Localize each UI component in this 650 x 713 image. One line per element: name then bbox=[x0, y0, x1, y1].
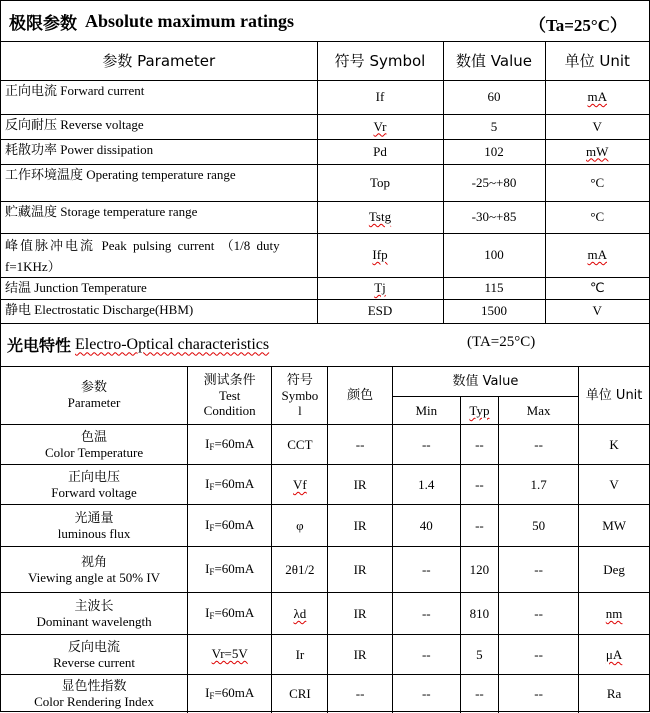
absolute-ratings-table bbox=[1, 42, 649, 324]
absolute-ratings-header-row bbox=[1, 42, 649, 80]
header-color: 颜色 bbox=[328, 367, 392, 425]
absolute-ratings-title-en: Absolute maximum ratings bbox=[85, 10, 295, 31]
header-min: Min bbox=[392, 397, 460, 425]
param-symbol: Tj bbox=[317, 277, 443, 299]
param-name: 正向电压 Forward voltage bbox=[1, 465, 188, 505]
param-unit: V bbox=[579, 465, 649, 505]
param-unit: Deg bbox=[579, 547, 649, 593]
table-row bbox=[1, 114, 649, 139]
param-unit: mA bbox=[545, 233, 649, 277]
param-min: -- bbox=[392, 547, 460, 593]
param-symbol: 2θ1/2 bbox=[272, 547, 328, 593]
param-name: 正向电流 Forward current bbox=[1, 80, 317, 114]
table-row bbox=[1, 299, 649, 323]
param-typ: 120 bbox=[460, 547, 498, 593]
header-value: 数值 Value bbox=[443, 42, 545, 80]
param-typ: -- bbox=[460, 675, 498, 713]
param-min: -- bbox=[392, 593, 460, 635]
param-color: IR bbox=[328, 593, 392, 635]
param-symbol: φ bbox=[272, 505, 328, 547]
electro-optical-condition: (TA=25°C) bbox=[467, 333, 536, 350]
param-condition: IF=60mA bbox=[188, 547, 272, 593]
param-symbol: Ir bbox=[272, 635, 328, 675]
param-min: 1.4 bbox=[392, 465, 460, 505]
param-typ: 810 bbox=[460, 593, 498, 635]
param-unit: V bbox=[545, 114, 649, 139]
header-test-condition: 测试条件 Test Condition bbox=[188, 367, 272, 425]
param-name: 结温 Junction Temperature bbox=[1, 277, 317, 299]
param-condition: Vr=5V bbox=[188, 635, 272, 675]
param-symbol: ESD bbox=[317, 299, 443, 323]
param-min: -- bbox=[392, 635, 460, 675]
table-row bbox=[1, 425, 649, 465]
param-typ: 5 bbox=[460, 635, 498, 675]
table-row bbox=[1, 505, 649, 547]
table-row bbox=[1, 164, 649, 201]
table-row bbox=[1, 465, 649, 505]
param-condition: IF=60mA bbox=[188, 465, 272, 505]
table-row bbox=[1, 201, 649, 233]
param-symbol: Top bbox=[317, 164, 443, 201]
table-row bbox=[1, 277, 649, 299]
param-symbol: If bbox=[317, 80, 443, 114]
param-unit: K bbox=[579, 425, 649, 465]
param-name: 显色性指数 Color Rendering Index bbox=[1, 675, 188, 713]
table-row bbox=[1, 139, 649, 164]
param-value: 5 bbox=[443, 114, 545, 139]
param-condition: IF=60mA bbox=[188, 675, 272, 713]
param-color: IR bbox=[328, 547, 392, 593]
param-unit: mW bbox=[545, 139, 649, 164]
param-typ: -- bbox=[460, 465, 498, 505]
electro-optical-title-bar bbox=[1, 324, 649, 367]
param-max: -- bbox=[498, 425, 578, 465]
param-min: -- bbox=[392, 425, 460, 465]
param-unit: nm bbox=[579, 593, 649, 635]
param-name: 视角 Viewing angle at 50% IV bbox=[1, 547, 188, 593]
param-name: 静电 Electrostatic Discharge(HBM) bbox=[1, 299, 317, 323]
param-color: IR bbox=[328, 465, 392, 505]
param-value: 115 bbox=[443, 277, 545, 299]
param-color: IR bbox=[328, 635, 392, 675]
param-max: -- bbox=[498, 547, 578, 593]
param-name: 光通量 luminous flux bbox=[1, 505, 188, 547]
param-symbol: λd bbox=[272, 593, 328, 635]
param-condition: IF=60mA bbox=[188, 505, 272, 547]
param-name: 色温 Color Temperature bbox=[1, 425, 188, 465]
param-name: 贮藏温度 Storage temperature range bbox=[1, 201, 317, 233]
header-unit: 单位 Unit bbox=[579, 367, 649, 425]
absolute-ratings-title-cn: 极限参数 bbox=[9, 13, 77, 34]
param-name: 反向电流 Reverse current bbox=[1, 635, 188, 675]
param-max: -- bbox=[498, 675, 578, 713]
param-condition: IF=60mA bbox=[188, 593, 272, 635]
table-row bbox=[1, 593, 649, 635]
electro-optical-title-cn: 光电特性 bbox=[7, 336, 72, 355]
param-unit: mA bbox=[545, 80, 649, 114]
param-name: 峰值脉冲电流 Peak pulsing current （1/8 duty f=1KHz） bbox=[1, 233, 317, 277]
param-unit: μA bbox=[579, 635, 649, 675]
param-value: 60 bbox=[443, 80, 545, 114]
param-color: IR bbox=[328, 505, 392, 547]
param-symbol: Pd bbox=[317, 139, 443, 164]
table-row bbox=[1, 635, 649, 675]
header-value: 数值 Value bbox=[392, 367, 579, 397]
param-unit: ℃ bbox=[545, 277, 649, 299]
absolute-ratings-title-bar bbox=[1, 1, 649, 42]
param-value: 102 bbox=[443, 139, 545, 164]
header-parameter: 参数 Parameter bbox=[1, 42, 317, 80]
param-unit: MW bbox=[579, 505, 649, 547]
param-max: -- bbox=[498, 593, 578, 635]
header-parameter: 参数 Parameter bbox=[1, 367, 188, 425]
param-min: 40 bbox=[392, 505, 460, 547]
param-unit: °C bbox=[545, 164, 649, 201]
absolute-ratings-condition: （Ta=25°C） bbox=[528, 16, 627, 35]
param-name: 主波长 Dominant wavelength bbox=[1, 593, 188, 635]
param-max: 1.7 bbox=[498, 465, 578, 505]
param-value: -30~+85 bbox=[443, 201, 545, 233]
param-name: 反向耐压 Reverse voltage bbox=[1, 114, 317, 139]
param-symbol: Tstg bbox=[317, 201, 443, 233]
param-unit: Ra bbox=[579, 675, 649, 713]
param-max: -- bbox=[498, 635, 578, 675]
param-symbol: CRI bbox=[272, 675, 328, 713]
header-typ: Typ bbox=[460, 397, 498, 425]
param-typ: -- bbox=[460, 505, 498, 547]
param-color: -- bbox=[328, 425, 392, 465]
param-unit: V bbox=[545, 299, 649, 323]
param-unit: °C bbox=[545, 201, 649, 233]
param-name: 耗散功率 Power dissipation bbox=[1, 139, 317, 164]
electro-optical-header-row bbox=[1, 367, 649, 397]
header-symbol: 符号 Symbo l bbox=[272, 367, 328, 425]
param-min: -- bbox=[392, 675, 460, 713]
table-row bbox=[1, 547, 649, 593]
param-symbol: CCT bbox=[272, 425, 328, 465]
electro-optical-title-en: Electro-Optical characteristics bbox=[75, 335, 270, 353]
param-symbol: Vf bbox=[272, 465, 328, 505]
param-condition: IF=60mA bbox=[188, 425, 272, 465]
table-row bbox=[1, 80, 649, 114]
param-name: 工作环境温度 Operating temperature range bbox=[1, 164, 317, 201]
header-max: Max bbox=[498, 397, 578, 425]
table-row bbox=[1, 675, 649, 713]
header-symbol: 符号 Symbol bbox=[317, 42, 443, 80]
electro-optical-table bbox=[1, 367, 649, 713]
param-value: 1500 bbox=[443, 299, 545, 323]
param-typ: -- bbox=[460, 425, 498, 465]
param-color: -- bbox=[328, 675, 392, 713]
param-symbol: Ifp bbox=[317, 233, 443, 277]
header-unit: 单位 Unit bbox=[545, 42, 649, 80]
param-value: 100 bbox=[443, 233, 545, 277]
param-value: -25~+80 bbox=[443, 164, 545, 201]
param-max: 50 bbox=[498, 505, 578, 547]
table-row bbox=[1, 233, 649, 277]
param-symbol: Vr bbox=[317, 114, 443, 139]
